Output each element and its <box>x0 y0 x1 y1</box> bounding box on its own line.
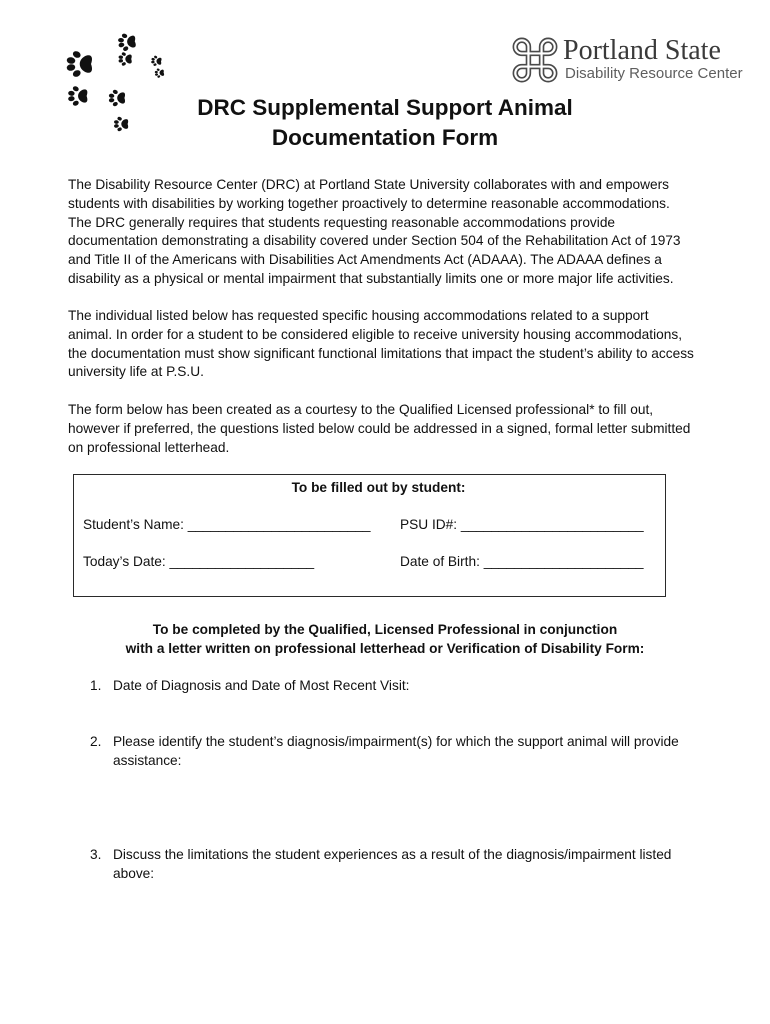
question-number: 2. <box>90 734 102 749</box>
psu-id-field <box>400 516 644 534</box>
question-text <box>113 677 409 696</box>
paragraph-line: on professional letterhead. <box>68 439 230 455</box>
courtesy-paragraph <box>68 401 690 457</box>
form-title-line: Documentation Form <box>271 125 499 150</box>
form-title-line: DRC Supplemental Support Animal <box>197 95 573 120</box>
request-paragraph <box>68 307 694 382</box>
logo-subtitle: Disability Resource Center <box>565 65 743 82</box>
paragraph-line: however if preferred, the questions listed below could be addressed in a signed, formal letter submitted <box>68 420 691 436</box>
paragraph-line: the documentation must show significant functional limitations that impact the student’s ability to access <box>68 345 694 361</box>
date-of-birth-field <box>400 553 644 571</box>
paragraph-line: disability as a physical or mental impairment that substantially limits one or more major life activities. <box>68 270 674 286</box>
paragraph-line: university life at P.S.U. <box>68 364 204 380</box>
todays-date-blank: ___________________ <box>169 554 315 569</box>
professional-section-heading <box>0 621 770 658</box>
date-of-birth-blank: _____________________ <box>483 554 644 569</box>
question-line: Discuss the limitations the student experiences as a result of the diagnosis/impairment listed <box>113 847 672 862</box>
psu-id-blank: ________________________ <box>460 517 644 532</box>
paragraph-line: and Title II of the Americans with Disabilities Act Amendments Act (ADAAA). The ADAAA defines a <box>68 252 662 268</box>
question-line: above: <box>113 865 155 881</box>
psu-id-label: PSU ID#: <box>400 517 458 532</box>
question-text <box>113 846 671 883</box>
intro-paragraph <box>68 176 681 289</box>
paw-print-icon <box>118 52 131 67</box>
paw-print-icon <box>154 68 164 79</box>
question-line: Please identify the student’s diagnosis/impairment(s) for which the support animal will provide <box>113 734 679 749</box>
todays-date-label: Today’s Date: <box>83 554 166 569</box>
paw-print-icon <box>66 50 92 78</box>
instruction-line: To be completed by the Qualified, Licensed Professional in conjunction <box>152 622 618 637</box>
student-name-field <box>83 516 370 534</box>
student-name-blank: ________________________ <box>187 517 371 532</box>
question-line: assistance: <box>113 752 182 768</box>
date-of-birth-label: Date of Birth: <box>400 554 480 569</box>
psu-logo-icon <box>512 37 558 83</box>
form-title <box>0 93 770 153</box>
paragraph-line: The DRC generally requires that students requesting reasonable accommodations provide <box>68 214 616 230</box>
paragraph-line: students with disabilities by working together proactively to determine reasonable accommodations. <box>68 195 670 211</box>
paragraph-line: The Disability Resource Center (DRC) at Portland State University collaborates with and empowers <box>68 177 669 192</box>
todays-date-field <box>83 553 314 571</box>
paragraph-line: The form below has been created as a courtesy to the Qualified Licensed professional* to fill out, <box>68 402 654 417</box>
question-number: 1. <box>90 678 102 693</box>
question-text <box>113 733 679 770</box>
logo-title: Portland State <box>563 35 721 66</box>
paragraph-line: animal. In order for a student to be considered eligible to receive university housing accommodations, <box>68 326 682 342</box>
paragraph-line: documentation demonstrating a disability covered under Section 504 of the Rehabilitation Act of 1973 <box>68 233 681 249</box>
instruction-line: with a letter written on professional letterhead or Verification of Disability Form: <box>125 640 645 656</box>
question-line: Date of Diagnosis and Date of Most Recent Visit: <box>113 678 410 693</box>
student-name-label: Student’s Name: <box>83 517 184 532</box>
paw-print-icon <box>117 32 136 53</box>
paragraph-line: The individual listed below has requested specific housing accommodations related to a support <box>68 308 649 323</box>
student-section-heading: To be filled out by student: <box>291 480 466 495</box>
paw-print-icon <box>151 55 162 67</box>
question-number: 3. <box>90 847 102 862</box>
